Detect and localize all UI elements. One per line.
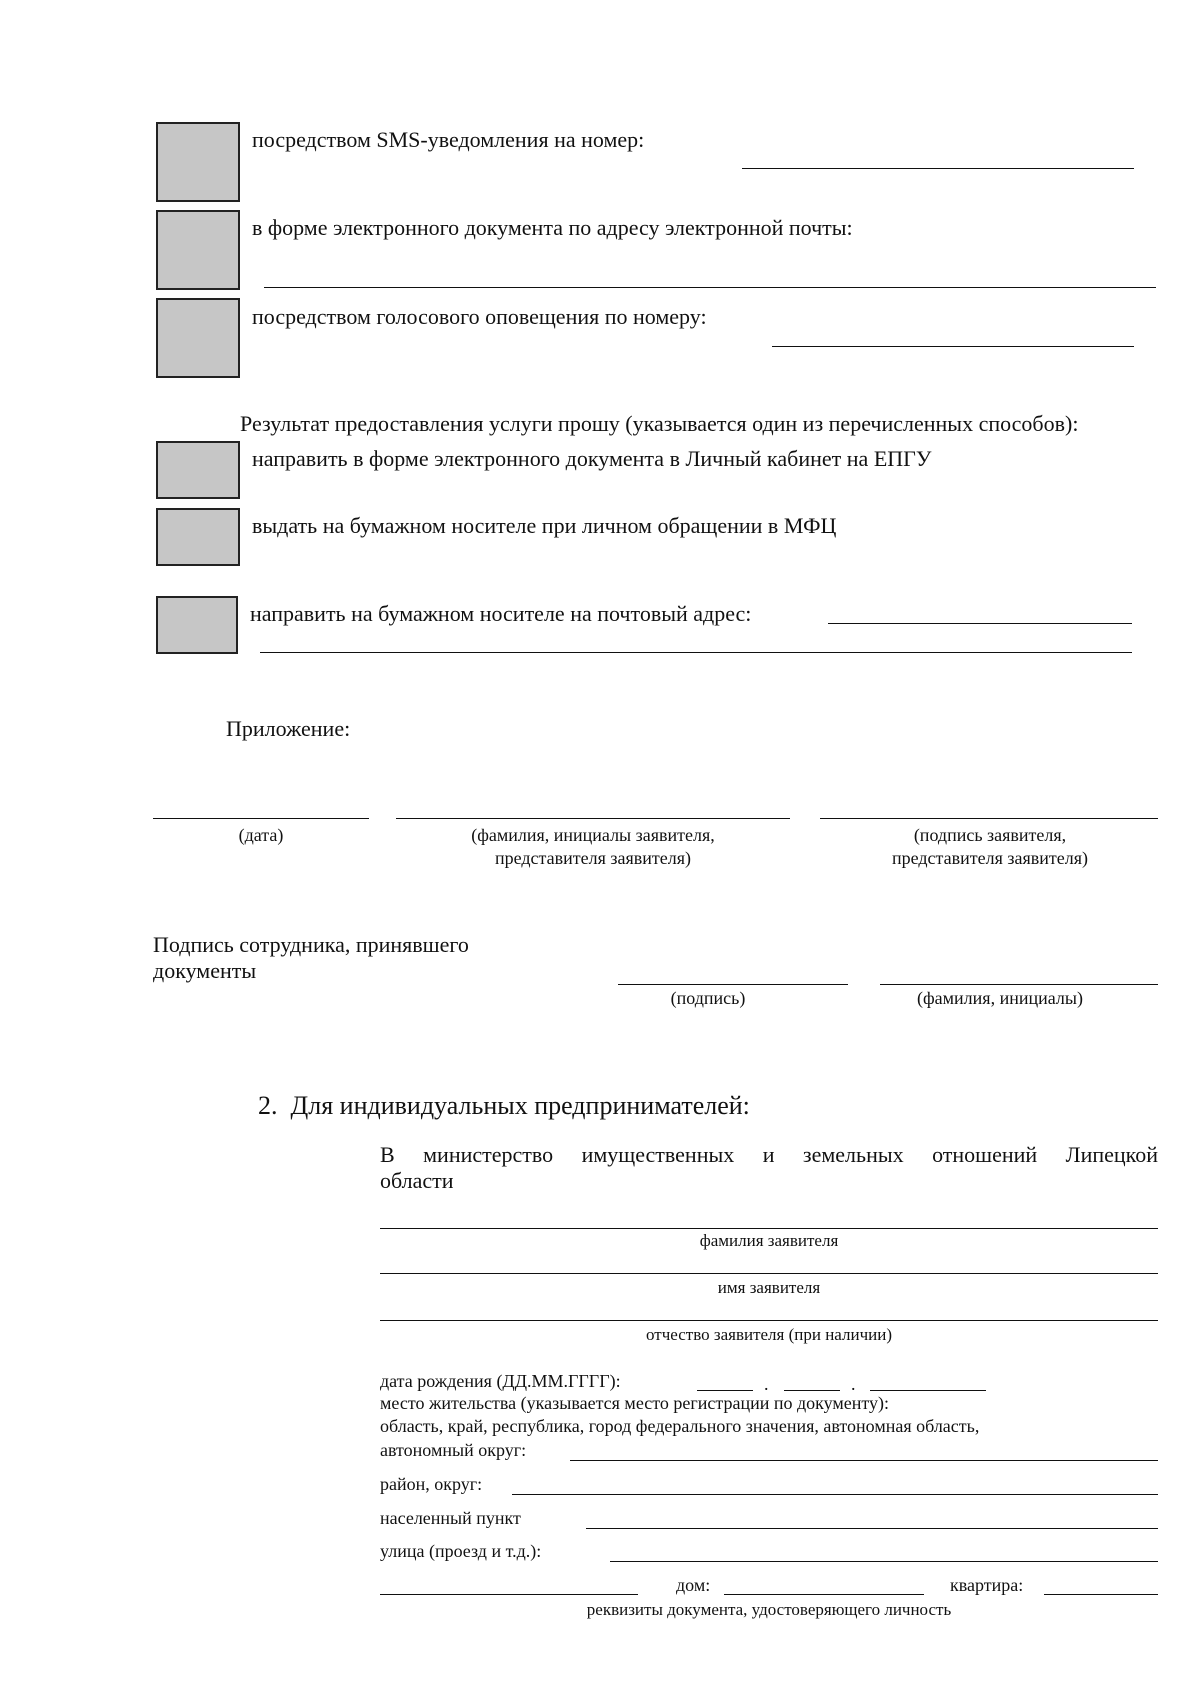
dob-separator-2: . bbox=[851, 1374, 856, 1394]
staff-label: Подпись сотрудника, принявшего документы bbox=[153, 932, 469, 984]
epgu-checkbox[interactable] bbox=[156, 441, 240, 499]
apartment-label: квартира: bbox=[950, 1575, 1024, 1595]
staff-signature-caption: (подпись) bbox=[670, 988, 746, 1008]
email-checkbox[interactable] bbox=[156, 210, 240, 290]
patronymic-caption: отчество заявителя (при наличии) bbox=[646, 1325, 892, 1344]
locality-field[interactable] bbox=[586, 1528, 1158, 1529]
dob-year-field[interactable] bbox=[870, 1390, 986, 1391]
sms-number-field[interactable] bbox=[742, 168, 1134, 169]
district-field[interactable] bbox=[512, 1494, 1158, 1495]
addressee: В министерство имущественных и земельных отношений Липецкой области bbox=[380, 1142, 1158, 1194]
mfc-checkbox[interactable] bbox=[156, 508, 240, 566]
epgu-label: направить в форме электронного документа в Личный кабинет на ЕПГУ bbox=[252, 446, 932, 471]
result-intro: Результат предоставления услуги прошу (указывается один из перечисленных способов): bbox=[240, 411, 1079, 436]
locality-label: населенный пункт bbox=[380, 1508, 521, 1528]
street-extra-field[interactable] bbox=[380, 1594, 638, 1595]
name-field[interactable] bbox=[380, 1273, 1158, 1274]
id-document-caption: реквизиты документа, удостоверяющего личность bbox=[586, 1600, 952, 1619]
attachment-label: Приложение: bbox=[226, 716, 351, 741]
staff-signature-field[interactable] bbox=[618, 984, 848, 985]
house-field[interactable] bbox=[724, 1594, 924, 1595]
post-address-field-1[interactable] bbox=[828, 623, 1132, 624]
sms-label: посредством SMS-уведомления на номер: bbox=[252, 127, 645, 152]
date-caption: (дата) bbox=[238, 825, 284, 845]
dob-day-field[interactable] bbox=[697, 1390, 753, 1391]
surname-field[interactable] bbox=[380, 1228, 1158, 1229]
sms-checkbox[interactable] bbox=[156, 122, 240, 202]
post-address-field-2[interactable] bbox=[260, 652, 1132, 653]
applicant-name-field[interactable] bbox=[396, 818, 790, 819]
house-label: дом: bbox=[676, 1575, 711, 1595]
surname-caption: фамилия заявителя bbox=[699, 1231, 839, 1250]
staff-name-field[interactable] bbox=[880, 984, 1158, 985]
applicant-signature-field[interactable] bbox=[820, 818, 1158, 819]
staff-name-caption: (фамилия, инициалы) bbox=[917, 988, 1083, 1008]
post-checkbox[interactable] bbox=[156, 596, 238, 654]
mfc-label: выдать на бумажном носителе при личном обращении в МФЦ bbox=[252, 513, 837, 538]
apartment-field[interactable] bbox=[1044, 1594, 1158, 1595]
name-caption: имя заявителя bbox=[717, 1278, 821, 1297]
region-label-line2: автономный округ: bbox=[380, 1440, 527, 1460]
patronymic-field[interactable] bbox=[380, 1320, 1158, 1321]
street-label: улица (проезд и т.д.): bbox=[380, 1541, 542, 1561]
voice-label: посредством голосового оповещения по номеру: bbox=[252, 304, 707, 329]
voice-number-field[interactable] bbox=[772, 346, 1134, 347]
section2-heading: 2. Для индивидуальных предпринимателей: bbox=[258, 1091, 750, 1120]
region-field[interactable] bbox=[570, 1460, 1158, 1461]
dob-separator-1: . bbox=[764, 1374, 769, 1394]
applicant-signature-caption: (подпись заявителя, представителя заявителя) bbox=[892, 825, 1088, 868]
applicant-name-caption: (фамилия, инициалы заявителя, представителя заявителя) bbox=[471, 825, 715, 868]
district-label: район, округ: bbox=[380, 1474, 483, 1494]
voice-checkbox[interactable] bbox=[156, 298, 240, 378]
residence-label: место жительства (указывается место регистрации по документу): bbox=[380, 1393, 890, 1413]
street-field[interactable] bbox=[610, 1561, 1158, 1562]
dob-month-field[interactable] bbox=[784, 1390, 840, 1391]
post-label: направить на бумажном носителе на почтовый адрес: bbox=[250, 601, 752, 626]
region-label-line1: область, край, республика, город федерального значения, автономная область, bbox=[380, 1416, 980, 1436]
date-field[interactable] bbox=[153, 818, 369, 819]
email-label: в форме электронного документа по адресу электронной почты: bbox=[252, 215, 853, 240]
dob-label: дата рождения (ДД.ММ.ГГГГ): bbox=[380, 1371, 621, 1391]
email-address-field[interactable] bbox=[264, 287, 1156, 288]
